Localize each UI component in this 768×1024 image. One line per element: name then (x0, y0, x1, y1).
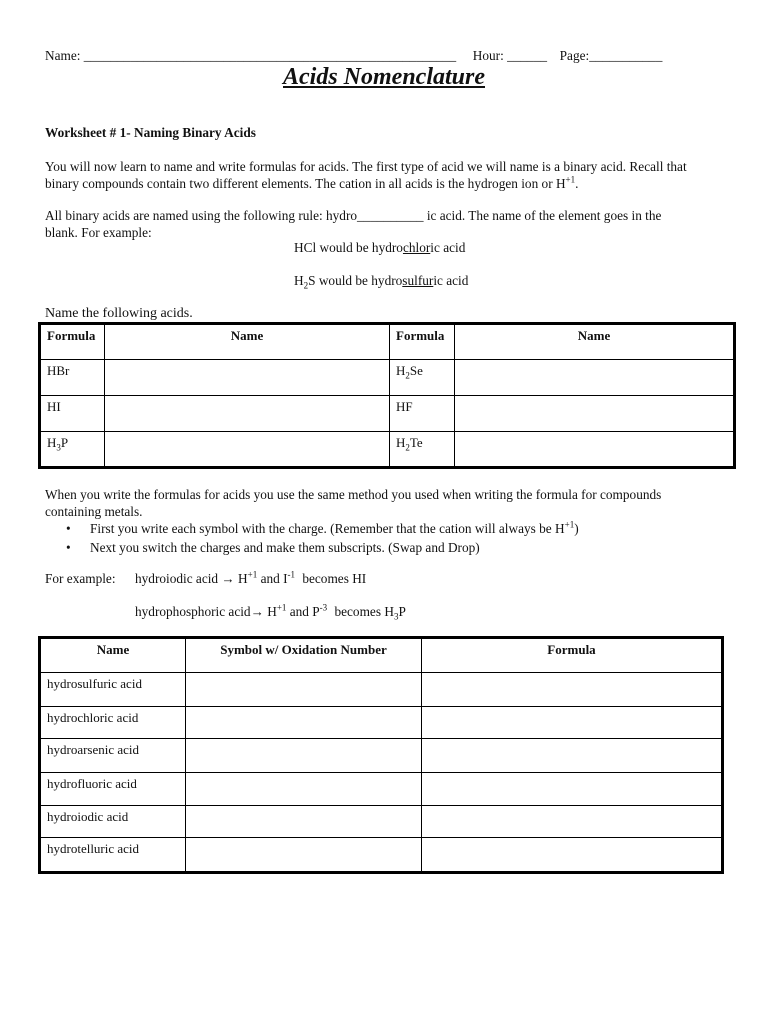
intro-line-2: binary compounds contain two different elements. The cation in all acids is the hydrogen ion or $H^{+1}$. (45, 174, 579, 191)
table-row (40, 673, 723, 707)
table-header-row (40, 638, 723, 673)
formula-cell: $H_2Te$ (390, 432, 455, 468)
example-h2s: $H_2S$ would be hydrosulfuric acid (294, 273, 469, 291)
column-header: Name (455, 324, 735, 360)
acid-name-cell: hydrotelluric acid (40, 838, 186, 873)
page-field[interactable]: ___________ (589, 48, 663, 63)
formula-cell: HBr (40, 360, 105, 396)
answer-cell[interactable] (455, 396, 735, 432)
acid-name-cell: hydrochloric acid (40, 707, 186, 739)
table-row (40, 773, 723, 806)
intro-paragraph (45, 159, 735, 192)
answer-cell[interactable] (422, 773, 723, 806)
bullet-item-1: • First you write each symbol with the charge. (Remember that the cation will always be $H^{+1}$) (66, 519, 579, 536)
answer-cell[interactable] (422, 838, 723, 873)
binary-acid-naming-table (38, 322, 736, 469)
answer-cell[interactable] (422, 739, 723, 773)
arrow-icon: → (250, 604, 264, 619)
table-row (40, 396, 735, 432)
table-row (40, 432, 735, 468)
column-header: Symbol w/ Oxidation Number (186, 638, 422, 673)
column-header: Name (40, 638, 186, 673)
formula-cell: $H_3P$ (40, 432, 105, 468)
column-header: Formula (390, 324, 455, 360)
intro-line-1: You will now learn to name and write formulas for acids. The first type of acid we will name is a binary acid. Recall that (45, 159, 687, 174)
rule-line-2: blank. For example: (45, 224, 152, 240)
answer-cell[interactable] (186, 707, 422, 739)
name-label: Name: (45, 48, 81, 63)
hour-field[interactable]: ______ (507, 48, 547, 63)
answer-cell[interactable] (186, 806, 422, 838)
formulas-intro-line-2: containing metals. (45, 503, 143, 519)
table-row (40, 806, 723, 838)
acid-name-cell: hydroiodic acid (40, 806, 186, 838)
acid-name-cell: hydrofluoric acid (40, 773, 186, 806)
table1-instruction: Name the following acids. (45, 306, 193, 321)
answer-cell[interactable] (186, 838, 422, 873)
arrow-icon: → (221, 571, 235, 586)
answer-cell[interactable] (422, 673, 723, 707)
answer-cell[interactable] (422, 806, 723, 838)
worksheet-heading: Worksheet # 1- Naming Binary Acids (45, 125, 256, 140)
formula-cell: HF (390, 396, 455, 432)
answer-cell[interactable] (186, 773, 422, 806)
answer-cell[interactable] (422, 707, 723, 739)
page-label: Page: (559, 48, 590, 63)
formulas-intro-paragraph (45, 487, 735, 520)
answer-cell[interactable] (105, 360, 390, 396)
column-header: Formula (40, 324, 105, 360)
name-field[interactable]: ________________________________________________________ (83, 48, 457, 63)
example-hcl: HCl would be hydrochloric acid (294, 240, 466, 255)
example-hydrophosphoric: hydrophosphoric acid→ $H^{+1}$ and $P^{-3}$ becomes $H_3P$ (135, 602, 406, 622)
rule-paragraph (45, 208, 735, 241)
for-example-label: For example: (45, 571, 116, 586)
formulas-intro-line-1: When you write the formulas for acids you use the same method you used when writing the formula for compounds (45, 487, 662, 502)
table-row (40, 739, 723, 773)
answer-cell[interactable] (186, 739, 422, 773)
column-header: Name (105, 324, 390, 360)
table-header-row (40, 324, 735, 360)
formula-cell: HI (40, 396, 105, 432)
answer-cell[interactable] (455, 432, 735, 468)
name-line (45, 48, 662, 64)
bullet-icon: • (66, 540, 71, 555)
table-row (40, 360, 735, 396)
page-title: Acids Nomenclature (283, 64, 485, 90)
acid-name-cell: hydroarsenic acid (40, 739, 186, 773)
bullet-item-2: • Next you switch the charges and make them subscripts. (Swap and Drop) (66, 540, 480, 555)
bullet-icon: • (66, 521, 71, 536)
rule-line-1: All binary acids are named using the following rule: hydro__________ ic acid. The name of the element goes in the (45, 208, 662, 223)
column-header: Formula (422, 638, 723, 673)
answer-cell[interactable] (105, 396, 390, 432)
acid-name-cell: hydrosulfuric acid (40, 673, 186, 707)
example-hydroiodic: hydroiodic acid → $H^{+1}$ and $I^{-1}$ becomes HI (135, 569, 367, 586)
hour-label: Hour: (472, 48, 504, 63)
table-row (40, 707, 723, 739)
answer-cell[interactable] (186, 673, 422, 707)
formula-cell: $H_2Se$ (390, 360, 455, 396)
table-row (40, 838, 723, 873)
answer-cell[interactable] (455, 360, 735, 396)
answer-cell[interactable] (105, 432, 390, 468)
acid-formula-table (38, 636, 724, 874)
